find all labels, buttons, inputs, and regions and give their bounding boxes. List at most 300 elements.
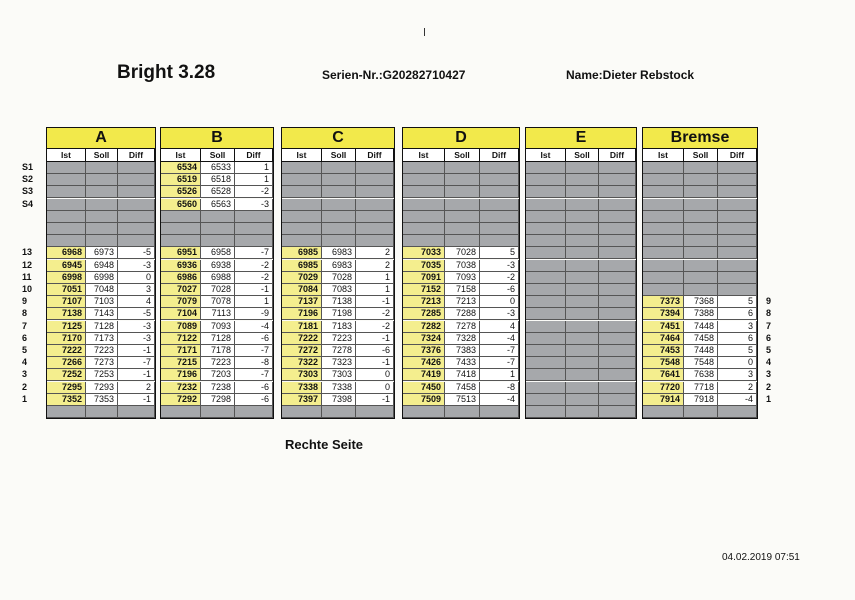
empty-cell bbox=[480, 162, 519, 174]
table-row bbox=[403, 406, 519, 418]
table-row bbox=[282, 345, 394, 357]
diff-cell: 0 bbox=[718, 357, 757, 369]
empty-cell bbox=[526, 235, 566, 247]
diff-cell: -2 bbox=[235, 186, 273, 198]
soll-cell: 7253 bbox=[86, 369, 118, 381]
ist-cell: 6534 bbox=[161, 162, 201, 174]
empty-cell bbox=[118, 406, 155, 418]
empty-cell bbox=[282, 223, 322, 235]
column-header: Soll bbox=[322, 149, 356, 161]
diff-cell: -1 bbox=[118, 369, 155, 381]
empty-cell bbox=[599, 321, 636, 333]
table-c bbox=[281, 127, 395, 419]
ist-cell: 7509 bbox=[403, 394, 445, 406]
soll-cell: 6988 bbox=[201, 272, 235, 284]
diff-cell: 0 bbox=[356, 369, 394, 381]
soll-cell: 7093 bbox=[201, 321, 235, 333]
diff-cell: -1 bbox=[235, 284, 273, 296]
table-row bbox=[526, 272, 636, 284]
ist-cell: 7282 bbox=[403, 321, 445, 333]
ist-cell: 7051 bbox=[47, 284, 86, 296]
empty-cell bbox=[566, 211, 599, 223]
soll-cell: 7103 bbox=[86, 296, 118, 308]
table-row bbox=[526, 199, 636, 211]
soll-cell: 7353 bbox=[86, 394, 118, 406]
empty-cell bbox=[599, 247, 636, 259]
customer-name: Name:Dieter Rebstock bbox=[566, 68, 695, 82]
empty-cell bbox=[282, 211, 322, 223]
diff-cell: -3 bbox=[480, 308, 519, 320]
table-row bbox=[282, 321, 394, 333]
row-label: 3 bbox=[22, 369, 28, 380]
table-row bbox=[161, 369, 273, 381]
empty-cell bbox=[566, 223, 599, 235]
ist-cell: 7450 bbox=[403, 382, 445, 394]
empty-cell bbox=[322, 162, 356, 174]
ist-cell: 7324 bbox=[403, 333, 445, 345]
empty-cell bbox=[47, 186, 86, 198]
ist-cell: 7196 bbox=[282, 308, 322, 320]
empty-cell bbox=[643, 211, 684, 223]
empty-cell bbox=[684, 223, 718, 235]
table-row bbox=[161, 247, 273, 259]
table-row bbox=[47, 394, 155, 406]
empty-cell bbox=[118, 174, 155, 186]
diff-cell: 2 bbox=[356, 247, 394, 259]
soll-cell: 7513 bbox=[445, 394, 480, 406]
empty-cell bbox=[403, 174, 445, 186]
row-label-right: 9 bbox=[766, 296, 772, 307]
soll-cell: 7203 bbox=[201, 369, 235, 381]
table-row bbox=[403, 369, 519, 381]
diff-cell: -3 bbox=[235, 199, 273, 211]
empty-cell bbox=[643, 174, 684, 186]
diff-cell: -7 bbox=[480, 357, 519, 369]
ist-cell: 7720 bbox=[643, 382, 684, 394]
soll-cell: 7398 bbox=[322, 394, 356, 406]
empty-cell bbox=[599, 296, 636, 308]
empty-cell bbox=[47, 406, 86, 418]
empty-cell bbox=[526, 223, 566, 235]
soll-cell: 7028 bbox=[201, 284, 235, 296]
table-row bbox=[282, 369, 394, 381]
row-label: 4 bbox=[22, 357, 28, 368]
ist-cell: 6985 bbox=[282, 260, 322, 272]
empty-cell bbox=[599, 162, 636, 174]
empty-cell bbox=[356, 199, 394, 211]
table-row bbox=[643, 321, 757, 333]
table-row bbox=[403, 382, 519, 394]
ist-cell: 7352 bbox=[47, 394, 86, 406]
ist-cell: 7084 bbox=[282, 284, 322, 296]
soll-cell: 7223 bbox=[86, 345, 118, 357]
table-row bbox=[282, 211, 394, 223]
diff-cell: -5 bbox=[118, 247, 155, 259]
empty-cell bbox=[282, 406, 322, 418]
empty-cell bbox=[599, 284, 636, 296]
empty-cell bbox=[445, 199, 480, 211]
empty-cell bbox=[599, 406, 636, 418]
empty-cell bbox=[684, 174, 718, 186]
empty-cell bbox=[403, 186, 445, 198]
table-row bbox=[403, 260, 519, 272]
table-row bbox=[161, 162, 273, 174]
empty-cell bbox=[684, 272, 718, 284]
table-e bbox=[525, 127, 637, 419]
diff-cell: 2 bbox=[356, 260, 394, 272]
empty-cell bbox=[599, 308, 636, 320]
column-header: Ist bbox=[403, 149, 445, 161]
empty-cell bbox=[480, 211, 519, 223]
table-row bbox=[161, 223, 273, 235]
empty-cell bbox=[445, 162, 480, 174]
diff-cell: -2 bbox=[480, 272, 519, 284]
column-header: Soll bbox=[566, 149, 599, 161]
empty-cell bbox=[282, 235, 322, 247]
table-row bbox=[526, 174, 636, 186]
column-header: Soll bbox=[684, 149, 718, 161]
empty-cell bbox=[566, 260, 599, 272]
ist-cell: 7122 bbox=[161, 333, 201, 345]
diff-cell: -6 bbox=[235, 382, 273, 394]
column-headers bbox=[403, 149, 519, 162]
column-header: Diff bbox=[235, 149, 273, 161]
diff-cell: -8 bbox=[235, 357, 273, 369]
diff-cell: 1 bbox=[235, 162, 273, 174]
empty-cell bbox=[161, 406, 201, 418]
empty-cell bbox=[86, 211, 118, 223]
table-row bbox=[47, 369, 155, 381]
soll-cell: 7128 bbox=[201, 333, 235, 345]
soll-cell: 7178 bbox=[201, 345, 235, 357]
diff-cell: -6 bbox=[480, 284, 519, 296]
empty-cell bbox=[599, 260, 636, 272]
empty-cell bbox=[526, 174, 566, 186]
table-row bbox=[643, 223, 757, 235]
table-header: C bbox=[282, 128, 394, 149]
soll-cell: 7328 bbox=[445, 333, 480, 345]
empty-cell bbox=[599, 333, 636, 345]
ist-cell: 7266 bbox=[47, 357, 86, 369]
empty-cell bbox=[566, 333, 599, 345]
diff-cell: -7 bbox=[480, 345, 519, 357]
ist-cell: 7152 bbox=[403, 284, 445, 296]
table-row bbox=[403, 235, 519, 247]
table-row bbox=[282, 235, 394, 247]
diff-cell: 5 bbox=[718, 345, 757, 357]
empty-cell bbox=[526, 406, 566, 418]
empty-cell bbox=[118, 235, 155, 247]
table-row bbox=[282, 199, 394, 211]
table-row bbox=[161, 272, 273, 284]
table-row bbox=[161, 382, 273, 394]
column-header: Soll bbox=[86, 149, 118, 161]
empty-cell bbox=[684, 235, 718, 247]
empty-cell bbox=[718, 260, 757, 272]
ist-cell: 7641 bbox=[643, 369, 684, 381]
empty-cell bbox=[445, 406, 480, 418]
empty-cell bbox=[480, 406, 519, 418]
table-row bbox=[282, 272, 394, 284]
table-row bbox=[526, 308, 636, 320]
empty-cell bbox=[356, 174, 394, 186]
soll-cell: 6518 bbox=[201, 174, 235, 186]
diff-cell: -1 bbox=[356, 333, 394, 345]
column-header: Diff bbox=[356, 149, 394, 161]
diff-cell: 1 bbox=[356, 272, 394, 284]
diff-cell: 1 bbox=[235, 174, 273, 186]
empty-cell bbox=[599, 394, 636, 406]
table-row bbox=[47, 260, 155, 272]
row-label-right: 2 bbox=[766, 381, 772, 392]
ist-cell: 7104 bbox=[161, 308, 201, 320]
ist-cell: 6945 bbox=[47, 260, 86, 272]
table-row bbox=[526, 369, 636, 381]
empty-cell bbox=[235, 235, 273, 247]
soll-cell: 7918 bbox=[684, 394, 718, 406]
table-row bbox=[161, 260, 273, 272]
ist-cell: 7213 bbox=[403, 296, 445, 308]
ist-cell: 7303 bbox=[282, 369, 322, 381]
table-row bbox=[403, 186, 519, 198]
empty-cell bbox=[526, 296, 566, 308]
column-header: Ist bbox=[161, 149, 201, 161]
table-b bbox=[160, 127, 274, 419]
table-header: D bbox=[403, 128, 519, 149]
empty-cell bbox=[322, 174, 356, 186]
soll-cell: 7083 bbox=[322, 284, 356, 296]
ist-cell: 6986 bbox=[161, 272, 201, 284]
soll-cell: 6983 bbox=[322, 260, 356, 272]
table-row bbox=[161, 357, 273, 369]
soll-cell: 7183 bbox=[322, 321, 356, 333]
soll-cell: 7278 bbox=[445, 321, 480, 333]
table-row bbox=[161, 296, 273, 308]
diff-cell: 0 bbox=[480, 296, 519, 308]
diff-cell: 5 bbox=[480, 247, 519, 259]
table-row bbox=[47, 321, 155, 333]
ist-cell: 7548 bbox=[643, 357, 684, 369]
ist-cell: 7138 bbox=[47, 308, 86, 320]
table-row bbox=[47, 357, 155, 369]
soll-cell: 7323 bbox=[322, 357, 356, 369]
table-row bbox=[643, 308, 757, 320]
ist-cell: 7196 bbox=[161, 369, 201, 381]
table-row bbox=[161, 235, 273, 247]
ist-cell: 7419 bbox=[403, 369, 445, 381]
side-label: Rechte Seite bbox=[285, 437, 364, 452]
table-row bbox=[47, 296, 155, 308]
diff-cell: -2 bbox=[356, 321, 394, 333]
empty-cell bbox=[356, 406, 394, 418]
empty-cell bbox=[566, 406, 599, 418]
diff-cell: -7 bbox=[235, 247, 273, 259]
ist-cell: 6526 bbox=[161, 186, 201, 198]
table-row bbox=[526, 333, 636, 345]
ist-cell: 7252 bbox=[47, 369, 86, 381]
empty-cell bbox=[718, 211, 757, 223]
soll-cell: 6528 bbox=[201, 186, 235, 198]
empty-cell bbox=[403, 223, 445, 235]
diff-cell: 1 bbox=[356, 284, 394, 296]
soll-cell: 7028 bbox=[322, 272, 356, 284]
ist-cell: 7397 bbox=[282, 394, 322, 406]
empty-cell bbox=[643, 199, 684, 211]
soll-cell: 7078 bbox=[201, 296, 235, 308]
table-row bbox=[282, 394, 394, 406]
empty-cell bbox=[47, 162, 86, 174]
table-row bbox=[282, 223, 394, 235]
diff-cell: -7 bbox=[235, 369, 273, 381]
soll-cell: 7143 bbox=[86, 308, 118, 320]
soll-cell: 7128 bbox=[86, 321, 118, 333]
table-row bbox=[526, 382, 636, 394]
column-headers bbox=[526, 149, 636, 162]
ist-cell: 6519 bbox=[161, 174, 201, 186]
ist-cell: 7171 bbox=[161, 345, 201, 357]
row-label: 11 bbox=[22, 271, 32, 282]
table-row bbox=[526, 357, 636, 369]
row-label: 10 bbox=[22, 284, 33, 294]
empty-cell bbox=[566, 345, 599, 357]
empty-cell bbox=[86, 406, 118, 418]
table-row bbox=[161, 394, 273, 406]
diff-cell: -7 bbox=[235, 345, 273, 357]
fold-mark bbox=[424, 28, 425, 36]
empty-cell bbox=[526, 382, 566, 394]
soll-cell: 7213 bbox=[445, 296, 480, 308]
empty-cell bbox=[684, 260, 718, 272]
diff-cell: -8 bbox=[480, 382, 519, 394]
ist-cell: 6968 bbox=[47, 247, 86, 259]
table-row bbox=[47, 162, 155, 174]
empty-cell bbox=[282, 162, 322, 174]
soll-cell: 7458 bbox=[684, 333, 718, 345]
table-row bbox=[282, 333, 394, 345]
row-label: 6 bbox=[22, 332, 28, 343]
empty-cell bbox=[403, 211, 445, 223]
table-row bbox=[47, 235, 155, 247]
empty-cell bbox=[161, 223, 201, 235]
diff-cell: -4 bbox=[235, 321, 273, 333]
empty-cell bbox=[566, 296, 599, 308]
empty-cell bbox=[322, 199, 356, 211]
table-row bbox=[526, 186, 636, 198]
diff-cell: 6 bbox=[718, 333, 757, 345]
ist-cell: 7091 bbox=[403, 272, 445, 284]
ist-cell: 7079 bbox=[161, 296, 201, 308]
ist-cell: 7464 bbox=[643, 333, 684, 345]
empty-cell bbox=[282, 199, 322, 211]
soll-cell: 6563 bbox=[201, 199, 235, 211]
empty-cell bbox=[718, 223, 757, 235]
table-row bbox=[282, 247, 394, 259]
table-row bbox=[526, 321, 636, 333]
table-header: B bbox=[161, 128, 273, 149]
table-row bbox=[403, 284, 519, 296]
table-row bbox=[526, 247, 636, 259]
column-header: Ist bbox=[282, 149, 322, 161]
empty-cell bbox=[599, 382, 636, 394]
soll-cell: 7273 bbox=[86, 357, 118, 369]
ist-cell: 7033 bbox=[403, 247, 445, 259]
soll-cell: 7223 bbox=[322, 333, 356, 345]
table-row bbox=[47, 284, 155, 296]
empty-cell bbox=[47, 199, 86, 211]
diff-cell: -3 bbox=[118, 321, 155, 333]
ist-cell: 6560 bbox=[161, 199, 201, 211]
empty-cell bbox=[718, 272, 757, 284]
ist-cell: 7170 bbox=[47, 333, 86, 345]
soll-cell: 7458 bbox=[445, 382, 480, 394]
diff-cell: 2 bbox=[718, 382, 757, 394]
table-row bbox=[403, 162, 519, 174]
table-row bbox=[161, 186, 273, 198]
table-row bbox=[47, 382, 155, 394]
empty-cell bbox=[445, 223, 480, 235]
ist-cell: 7137 bbox=[282, 296, 322, 308]
table-row bbox=[47, 308, 155, 320]
empty-cell bbox=[566, 357, 599, 369]
empty-cell bbox=[480, 199, 519, 211]
empty-cell bbox=[684, 199, 718, 211]
empty-cell bbox=[161, 235, 201, 247]
table-row bbox=[47, 211, 155, 223]
soll-cell: 7718 bbox=[684, 382, 718, 394]
row-label: S2 bbox=[22, 174, 34, 185]
soll-cell: 6998 bbox=[86, 272, 118, 284]
ist-cell: 6936 bbox=[161, 260, 201, 272]
soll-cell: 7238 bbox=[201, 382, 235, 394]
table-row bbox=[643, 162, 757, 174]
soll-cell: 7433 bbox=[445, 357, 480, 369]
diff-cell: -9 bbox=[235, 308, 273, 320]
column-header: Diff bbox=[480, 149, 519, 161]
empty-cell bbox=[356, 223, 394, 235]
soll-cell: 7418 bbox=[445, 369, 480, 381]
table-row bbox=[282, 174, 394, 186]
empty-cell bbox=[566, 369, 599, 381]
soll-cell: 7298 bbox=[201, 394, 235, 406]
row-label-right: 8 bbox=[766, 308, 772, 319]
table-row bbox=[526, 284, 636, 296]
table-row bbox=[282, 260, 394, 272]
column-header: Diff bbox=[118, 149, 155, 161]
diff-cell: -7 bbox=[118, 357, 155, 369]
ist-cell: 7451 bbox=[643, 321, 684, 333]
empty-cell bbox=[356, 186, 394, 198]
empty-cell bbox=[322, 406, 356, 418]
ist-cell: 7089 bbox=[161, 321, 201, 333]
table-row bbox=[643, 272, 757, 284]
empty-cell bbox=[684, 247, 718, 259]
soll-cell: 7138 bbox=[322, 296, 356, 308]
empty-cell bbox=[526, 321, 566, 333]
soll-cell: 7198 bbox=[322, 308, 356, 320]
empty-cell bbox=[86, 174, 118, 186]
empty-cell bbox=[526, 369, 566, 381]
empty-cell bbox=[526, 199, 566, 211]
table-row bbox=[403, 357, 519, 369]
table-row bbox=[47, 406, 155, 418]
table-row bbox=[643, 174, 757, 186]
empty-cell bbox=[718, 406, 757, 418]
empty-cell bbox=[566, 235, 599, 247]
empty-cell bbox=[445, 235, 480, 247]
ist-cell: 7394 bbox=[643, 308, 684, 320]
table-row bbox=[643, 260, 757, 272]
diff-cell: -3 bbox=[480, 260, 519, 272]
